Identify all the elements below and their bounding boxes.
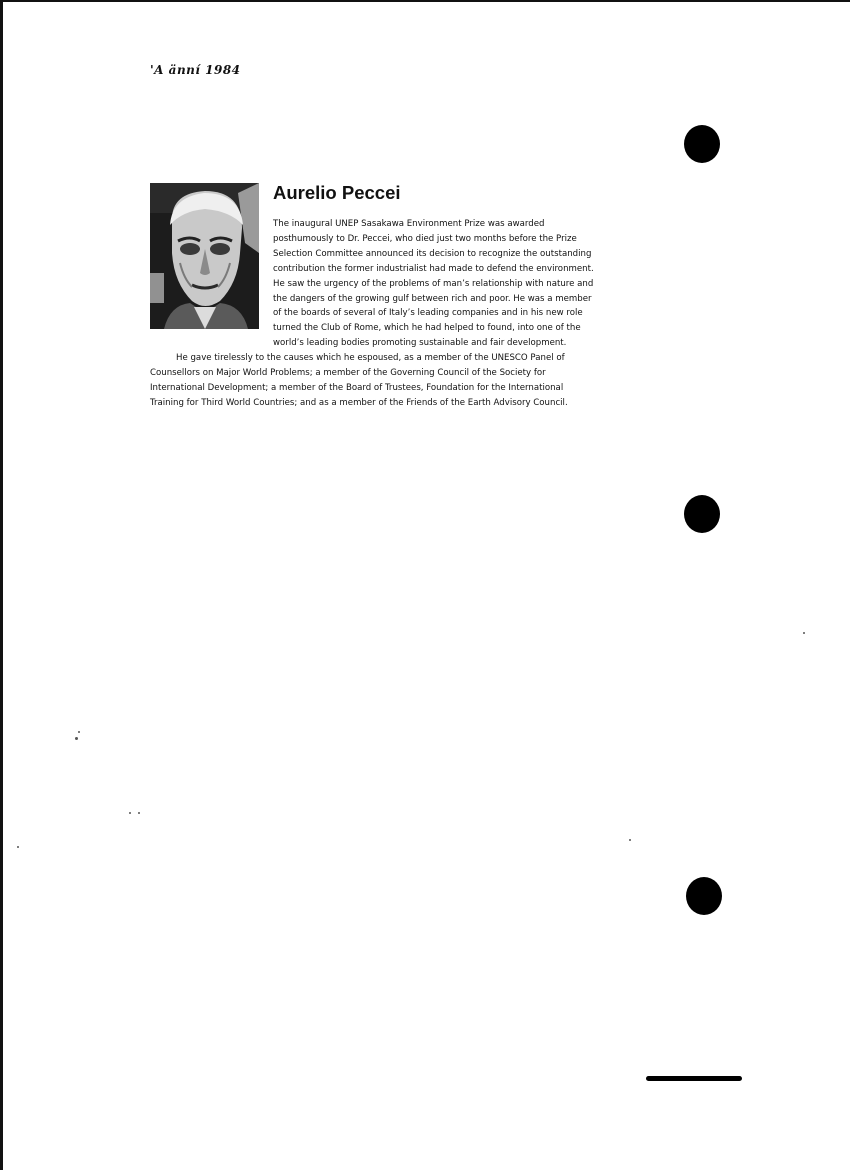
handwritten-year-note: 'A änní 1984 [150, 63, 241, 77]
page-top-edge [0, 0, 850, 2]
binder-punch-hole-bottom [686, 877, 722, 915]
page-left-edge [0, 0, 3, 1170]
scan-speck [629, 839, 631, 841]
footer-rule-mark [646, 1076, 742, 1081]
binder-punch-hole-top [684, 125, 720, 163]
scan-speck [75, 737, 78, 740]
scan-speck [78, 731, 80, 733]
article-body [150, 217, 595, 411]
article-paragraph-1: The inaugural UNEP Sasakawa Environment Prize was awarded posthumously to Dr. Peccei, who died just two months before the Prize Selection Committee announced its decision to recognize the outstanding contribution the former industrialist had made to defend the environment. He saw the urgency of the problems of man’s relationship with nature and the dangers of the growing gulf between rich and poor. He was a member of the boards of several of Italy’s leading companies and in his new role turned the Club of Rome, which he had helped to found, into one of the world’s leading bodies promoting sustainable and fair development. [273, 219, 594, 349]
portrait-text-wrap-spacer [150, 217, 273, 351]
scan-speck [803, 632, 805, 634]
scan-speck [17, 846, 19, 848]
article-title: Aurelio Peccei [273, 182, 401, 203]
scan-speck [138, 812, 140, 814]
scan-speck [129, 812, 131, 814]
binder-punch-hole-middle [684, 495, 720, 533]
article-paragraph-2: He gave tirelessly to the causes which he espoused, as a member of the UNESCO Panel of Counsellors on Major World Problems; a member of the Governing Council of the Society for International Development; a member of the Board of Trustees, Foundation for the International Training for Third World Countries; and as a member of the Friends of the Earth Advisory Council. [150, 353, 568, 408]
